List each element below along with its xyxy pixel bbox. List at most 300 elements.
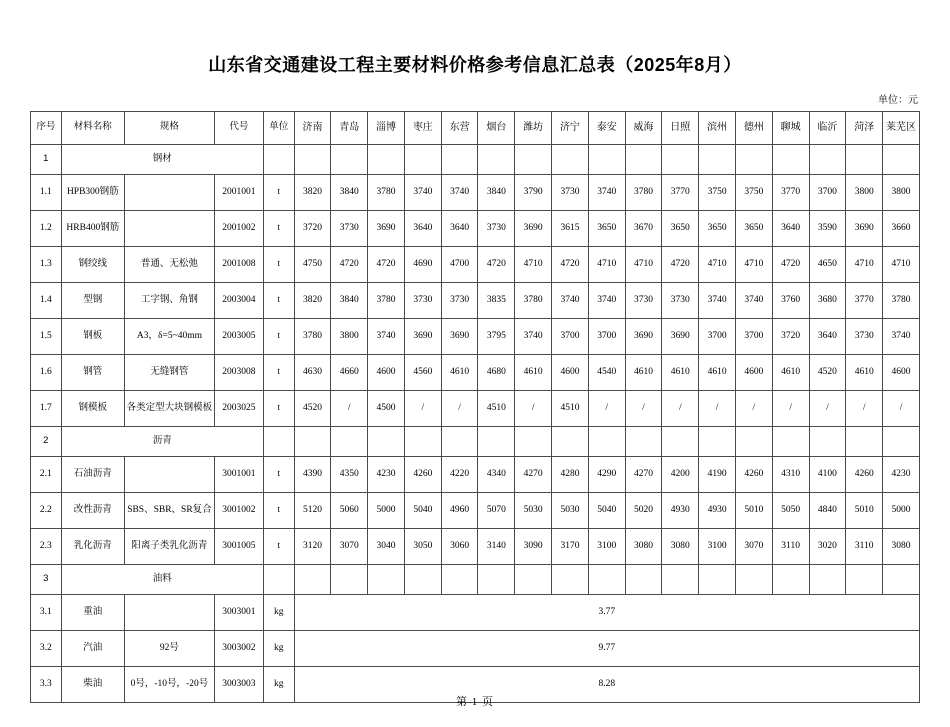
cell-name: 重油: [61, 594, 124, 630]
section-empty-cell: [662, 564, 699, 594]
cell-price-淄博: 5000: [368, 492, 405, 528]
page-title: 山东省交通建设工程主要材料价格参考信息汇总表（2025年8月）: [208, 55, 742, 75]
cell-price-淄博: 3780: [368, 174, 405, 210]
table-row: [31, 318, 920, 354]
cell-price-济宁: 3730: [552, 174, 589, 210]
cell-price-临沂: 3680: [809, 282, 846, 318]
cell-price-临沂: 3020: [809, 528, 846, 564]
cell-price-日照: 4930: [662, 492, 699, 528]
cell-price-济宁: 4280: [552, 456, 589, 492]
section-empty-cell: [772, 564, 809, 594]
table-row: [31, 174, 920, 210]
cell-seq: 3.3: [31, 666, 62, 702]
cell-price-莱芜区: 4600: [883, 354, 920, 390]
cell-price-聊城: 3720: [772, 318, 809, 354]
cell-name: 柴油: [61, 666, 124, 702]
cell-price-德州: 4260: [735, 456, 772, 492]
cell-price-菏泽: 4610: [846, 354, 883, 390]
cell-price-聊城: 4720: [772, 246, 809, 282]
cell-price-济南: 4520: [294, 390, 331, 426]
section-empty-cell: [552, 144, 589, 174]
header-spec: 规格: [124, 111, 214, 144]
cell-seq: 2.3: [31, 528, 62, 564]
cell-spec: 各类定型大块钢模板: [124, 390, 214, 426]
cell-price-泰安: 3650: [588, 210, 625, 246]
cell-price-威海: 5020: [625, 492, 662, 528]
cell-name: 汽油: [61, 630, 124, 666]
cell-price-日照: 4610: [662, 354, 699, 390]
section-empty-cell: [515, 564, 552, 594]
cell-code: 3001005: [214, 528, 263, 564]
section-empty-cell: [263, 144, 294, 174]
cell-unit: kg: [263, 666, 294, 702]
table-row: [31, 246, 920, 282]
header-city-9: 威海: [625, 111, 662, 144]
cell-price-枣庄: 3740: [404, 174, 441, 210]
section-empty-cell: [478, 426, 515, 456]
section-row: [31, 426, 920, 456]
section-empty-cell: [441, 426, 478, 456]
cell-price-潍坊: 5030: [515, 492, 552, 528]
section-empty-cell: [588, 144, 625, 174]
section-empty-cell: [331, 426, 368, 456]
cell-price-滨州: 3100: [699, 528, 736, 564]
cell-price-临沂: /: [809, 390, 846, 426]
cell-price-莱芜区: 3080: [883, 528, 920, 564]
cell-price-青岛: 4720: [331, 246, 368, 282]
table-row: [31, 528, 920, 564]
cell-price-烟台: 4340: [478, 456, 515, 492]
cell-price-菏泽: 5010: [846, 492, 883, 528]
cell-price-青岛: 4350: [331, 456, 368, 492]
table-body: [31, 144, 920, 702]
cell-price-滨州: /: [699, 390, 736, 426]
cell-price-烟台: 3840: [478, 174, 515, 210]
cell-price-德州: /: [735, 390, 772, 426]
cell-name: HRB400钢筋: [61, 210, 124, 246]
cell-price-泰安: 3100: [588, 528, 625, 564]
cell-price-日照: /: [662, 390, 699, 426]
table-row: [31, 594, 920, 630]
cell-price-威海: 3080: [625, 528, 662, 564]
section-empty-cell: [294, 564, 331, 594]
cell-name: 钢管: [61, 354, 124, 390]
cell-price-滨州: 3750: [699, 174, 736, 210]
cell-price-日照: 3650: [662, 210, 699, 246]
cell-seq: 1.5: [31, 318, 62, 354]
section-empty-cell: [809, 144, 846, 174]
header-unit: 单位: [263, 111, 294, 144]
cell-price-威海: 4610: [625, 354, 662, 390]
cell-price-威海: /: [625, 390, 662, 426]
section-seq: 3: [31, 564, 62, 594]
header-city-5: 烟台: [478, 111, 515, 144]
cell-price-潍坊: /: [515, 390, 552, 426]
cell-price-潍坊: 4710: [515, 246, 552, 282]
cell-price-青岛: 3730: [331, 210, 368, 246]
table-row: [31, 210, 920, 246]
cell-price-聊城: 4610: [772, 354, 809, 390]
section-empty-cell: [883, 426, 920, 456]
section-empty-cell: [735, 144, 772, 174]
cell-price-淄博: 4500: [368, 390, 405, 426]
cell-price-德州: 4600: [735, 354, 772, 390]
cell-spec: [124, 594, 214, 630]
cell-price-威海: 3670: [625, 210, 662, 246]
cell-price-济南: 4390: [294, 456, 331, 492]
cell-code: 2001002: [214, 210, 263, 246]
cell-price-枣庄: /: [404, 390, 441, 426]
cell-seq: 1.1: [31, 174, 62, 210]
table-row: [31, 390, 920, 426]
section-empty-cell: [552, 426, 589, 456]
cell-price-德州: 3700: [735, 318, 772, 354]
section-empty-cell: [263, 564, 294, 594]
section-empty-cell: [625, 564, 662, 594]
cell-name: 钢模板: [61, 390, 124, 426]
section-empty-cell: [441, 144, 478, 174]
cell-price-东营: 3730: [441, 282, 478, 318]
section-empty-cell: [625, 426, 662, 456]
cell-price-枣庄: 3050: [404, 528, 441, 564]
section-empty-cell: [846, 426, 883, 456]
cell-seq: 1.6: [31, 354, 62, 390]
header-city-6: 潍坊: [515, 111, 552, 144]
cell-price-滨州: 4930: [699, 492, 736, 528]
cell-code: 2001008: [214, 246, 263, 282]
cell-price-淄博: 3780: [368, 282, 405, 318]
section-empty-cell: [809, 564, 846, 594]
cell-price-聊城: /: [772, 390, 809, 426]
cell-price-济宁: 4510: [552, 390, 589, 426]
cell-price-聊城: 4310: [772, 456, 809, 492]
section-empty-cell: [263, 426, 294, 456]
cell-price-济南: 3120: [294, 528, 331, 564]
section-empty-cell: [883, 144, 920, 174]
cell-name: 改性沥青: [61, 492, 124, 528]
section-empty-cell: [846, 144, 883, 174]
cell-merged-value: 9.77: [294, 630, 919, 666]
cell-price-莱芜区: 5000: [883, 492, 920, 528]
cell-seq: 3.2: [31, 630, 62, 666]
section-empty-cell: [478, 564, 515, 594]
section-empty-cell: [331, 144, 368, 174]
cell-price-莱芜区: 3740: [883, 318, 920, 354]
header-city-14: 临沂: [809, 111, 846, 144]
cell-price-济南: 5120: [294, 492, 331, 528]
cell-unit: kg: [263, 594, 294, 630]
cell-price-聊城: 5050: [772, 492, 809, 528]
section-empty-cell: [404, 564, 441, 594]
cell-price-青岛: /: [331, 390, 368, 426]
section-seq: 2: [31, 426, 62, 456]
cell-price-菏泽: 3110: [846, 528, 883, 564]
cell-name: HPB300钢筋: [61, 174, 124, 210]
cell-price-济宁: 4600: [552, 354, 589, 390]
cell-price-枣庄: 3640: [404, 210, 441, 246]
cell-name: 石油沥青: [61, 456, 124, 492]
cell-unit: t: [263, 354, 294, 390]
section-empty-cell: [588, 564, 625, 594]
cell-price-东营: 4220: [441, 456, 478, 492]
cell-seq: 1.4: [31, 282, 62, 318]
header-city-16: 莱芜区: [883, 111, 920, 144]
section-empty-cell: [404, 144, 441, 174]
cell-price-枣庄: 3690: [404, 318, 441, 354]
table-row: [31, 282, 920, 318]
document-page: [0, 55, 950, 727]
cell-price-东营: 4610: [441, 354, 478, 390]
cell-price-菏泽: /: [846, 390, 883, 426]
cell-price-莱芜区: 4230: [883, 456, 920, 492]
cell-price-淄博: 4720: [368, 246, 405, 282]
page-footer: 第 1 页: [456, 696, 494, 708]
cell-price-东营: 4960: [441, 492, 478, 528]
section-empty-cell: [883, 564, 920, 594]
cell-price-莱芜区: 3800: [883, 174, 920, 210]
cell-price-枣庄: 4560: [404, 354, 441, 390]
cell-spec: [124, 210, 214, 246]
cell-price-烟台: 3730: [478, 210, 515, 246]
cell-price-烟台: 4510: [478, 390, 515, 426]
material-price-table: [30, 111, 920, 703]
header-city-11: 滨州: [699, 111, 736, 144]
cell-name: 钢绞线: [61, 246, 124, 282]
cell-price-泰安: /: [588, 390, 625, 426]
cell-price-德州: 3070: [735, 528, 772, 564]
cell-price-青岛: 3800: [331, 318, 368, 354]
cell-price-青岛: 3840: [331, 174, 368, 210]
cell-spec: 92号: [124, 630, 214, 666]
cell-code: 2003025: [214, 390, 263, 426]
cell-unit: t: [263, 246, 294, 282]
cell-spec: 工字钢、角钢: [124, 282, 214, 318]
cell-price-烟台: 3140: [478, 528, 515, 564]
section-empty-cell: [478, 144, 515, 174]
cell-spec: SBS、SBR、SR复合: [124, 492, 214, 528]
cell-price-潍坊: 3690: [515, 210, 552, 246]
cell-price-济宁: 5030: [552, 492, 589, 528]
cell-unit: t: [263, 282, 294, 318]
cell-price-菏泽: 4260: [846, 456, 883, 492]
cell-price-泰安: 5040: [588, 492, 625, 528]
cell-price-东营: /: [441, 390, 478, 426]
cell-unit: t: [263, 456, 294, 492]
cell-price-潍坊: 3780: [515, 282, 552, 318]
table-row: [31, 456, 920, 492]
section-row: [31, 564, 920, 594]
section-row: [31, 144, 920, 174]
header-city-1: 青岛: [331, 111, 368, 144]
cell-unit: kg: [263, 630, 294, 666]
cell-spec: [124, 456, 214, 492]
section-empty-cell: [735, 426, 772, 456]
cell-price-威海: 3730: [625, 282, 662, 318]
header-city-7: 济宁: [552, 111, 589, 144]
cell-price-泰安: 3740: [588, 282, 625, 318]
header-name: 材料名称: [61, 111, 124, 144]
cell-price-滨州: 3700: [699, 318, 736, 354]
section-empty-cell: [368, 426, 405, 456]
cell-price-滨州: 3650: [699, 210, 736, 246]
cell-price-莱芜区: 3660: [883, 210, 920, 246]
section-empty-cell: [772, 144, 809, 174]
header-row: [31, 111, 920, 144]
cell-price-济南: 3720: [294, 210, 331, 246]
table-row: [31, 354, 920, 390]
cell-price-济南: 3820: [294, 282, 331, 318]
cell-unit: t: [263, 174, 294, 210]
cell-price-临沂: 4650: [809, 246, 846, 282]
cell-unit: t: [263, 390, 294, 426]
cell-price-淄博: 3690: [368, 210, 405, 246]
cell-unit: t: [263, 492, 294, 528]
cell-price-泰安: 4710: [588, 246, 625, 282]
cell-unit: t: [263, 318, 294, 354]
section-empty-cell: [662, 426, 699, 456]
cell-code: 2001001: [214, 174, 263, 210]
header-city-2: 淄博: [368, 111, 405, 144]
cell-price-枣庄: 3730: [404, 282, 441, 318]
cell-price-威海: 3690: [625, 318, 662, 354]
section-empty-cell: [515, 426, 552, 456]
cell-unit: t: [263, 528, 294, 564]
table-row: [31, 492, 920, 528]
cell-price-聊城: 3770: [772, 174, 809, 210]
section-empty-cell: [699, 426, 736, 456]
header-city-8: 泰安: [588, 111, 625, 144]
cell-price-德州: 3750: [735, 174, 772, 210]
section-empty-cell: [404, 426, 441, 456]
cell-price-泰安: 4540: [588, 354, 625, 390]
cell-price-青岛: 4660: [331, 354, 368, 390]
cell-spec: 普通、无松弛: [124, 246, 214, 282]
cell-price-德州: 3740: [735, 282, 772, 318]
cell-price-潍坊: 3090: [515, 528, 552, 564]
section-label: 沥青: [61, 426, 263, 456]
section-label: 油料: [61, 564, 263, 594]
cell-seq: 2.2: [31, 492, 62, 528]
header-city-13: 聊城: [772, 111, 809, 144]
cell-price-菏泽: 4710: [846, 246, 883, 282]
cell-price-东营: 3060: [441, 528, 478, 564]
cell-price-潍坊: 4610: [515, 354, 552, 390]
cell-price-济南: 4630: [294, 354, 331, 390]
cell-price-泰安: 4290: [588, 456, 625, 492]
section-empty-cell: [699, 564, 736, 594]
cell-code: 2003005: [214, 318, 263, 354]
cell-price-临沂: 4520: [809, 354, 846, 390]
cell-price-济宁: 3740: [552, 282, 589, 318]
header-seq: 序号: [31, 111, 62, 144]
cell-price-日照: 3080: [662, 528, 699, 564]
cell-price-菏泽: 3690: [846, 210, 883, 246]
section-empty-cell: [368, 564, 405, 594]
cell-price-滨州: 4190: [699, 456, 736, 492]
cell-price-日照: 4720: [662, 246, 699, 282]
cell-price-淄博: 3740: [368, 318, 405, 354]
section-empty-cell: [588, 426, 625, 456]
header-city-4: 东营: [441, 111, 478, 144]
section-empty-cell: [662, 144, 699, 174]
cell-seq: 1.2: [31, 210, 62, 246]
cell-price-威海: 3780: [625, 174, 662, 210]
header-city-10: 日照: [662, 111, 699, 144]
section-empty-cell: [552, 564, 589, 594]
cell-spec: A3，δ=5~40mm: [124, 318, 214, 354]
cell-price-日照: 3690: [662, 318, 699, 354]
section-empty-cell: [294, 144, 331, 174]
section-empty-cell: [441, 564, 478, 594]
section-empty-cell: [735, 564, 772, 594]
cell-name: 乳化沥青: [61, 528, 124, 564]
section-empty-cell: [699, 144, 736, 174]
cell-code: 2003008: [214, 354, 263, 390]
cell-price-日照: 4200: [662, 456, 699, 492]
cell-price-烟台: 4720: [478, 246, 515, 282]
cell-price-济南: 4750: [294, 246, 331, 282]
section-empty-cell: [772, 426, 809, 456]
cell-price-聊城: 3760: [772, 282, 809, 318]
unit-note: 单位：元: [878, 94, 918, 106]
cell-price-临沂: 4840: [809, 492, 846, 528]
cell-code: 3003002: [214, 630, 263, 666]
cell-price-德州: 3650: [735, 210, 772, 246]
section-empty-cell: [294, 426, 331, 456]
cell-price-德州: 4710: [735, 246, 772, 282]
section-empty-cell: [368, 144, 405, 174]
cell-price-济宁: 3170: [552, 528, 589, 564]
cell-name: 钢板: [61, 318, 124, 354]
cell-price-日照: 3770: [662, 174, 699, 210]
cell-price-临沂: 3590: [809, 210, 846, 246]
cell-price-烟台: 5070: [478, 492, 515, 528]
cell-price-济南: 3780: [294, 318, 331, 354]
cell-price-东营: 4700: [441, 246, 478, 282]
cell-price-烟台: 3835: [478, 282, 515, 318]
table-head: [31, 111, 920, 144]
cell-price-莱芜区: 3780: [883, 282, 920, 318]
cell-price-德州: 5010: [735, 492, 772, 528]
cell-price-枣庄: 4690: [404, 246, 441, 282]
section-label: 钢材: [61, 144, 263, 174]
cell-price-聊城: 3110: [772, 528, 809, 564]
cell-price-淄博: 4600: [368, 354, 405, 390]
cell-code: 3001002: [214, 492, 263, 528]
section-empty-cell: [515, 144, 552, 174]
cell-price-威海: 4270: [625, 456, 662, 492]
section-seq: 1: [31, 144, 62, 174]
cell-price-滨州: 3740: [699, 282, 736, 318]
cell-price-日照: 3730: [662, 282, 699, 318]
section-empty-cell: [809, 426, 846, 456]
cell-price-菏泽: 3770: [846, 282, 883, 318]
cell-price-威海: 4710: [625, 246, 662, 282]
cell-name: 型钢: [61, 282, 124, 318]
cell-price-菏泽: 3800: [846, 174, 883, 210]
cell-price-滨州: 4610: [699, 354, 736, 390]
cell-price-淄博: 4230: [368, 456, 405, 492]
cell-seq: 3.1: [31, 594, 62, 630]
cell-spec: [124, 174, 214, 210]
table-row: [31, 630, 920, 666]
cell-unit: t: [263, 210, 294, 246]
cell-code: 3003003: [214, 666, 263, 702]
cell-price-烟台: 3795: [478, 318, 515, 354]
cell-price-济宁: 3700: [552, 318, 589, 354]
cell-price-济宁: 3615: [552, 210, 589, 246]
header-code: 代号: [214, 111, 263, 144]
